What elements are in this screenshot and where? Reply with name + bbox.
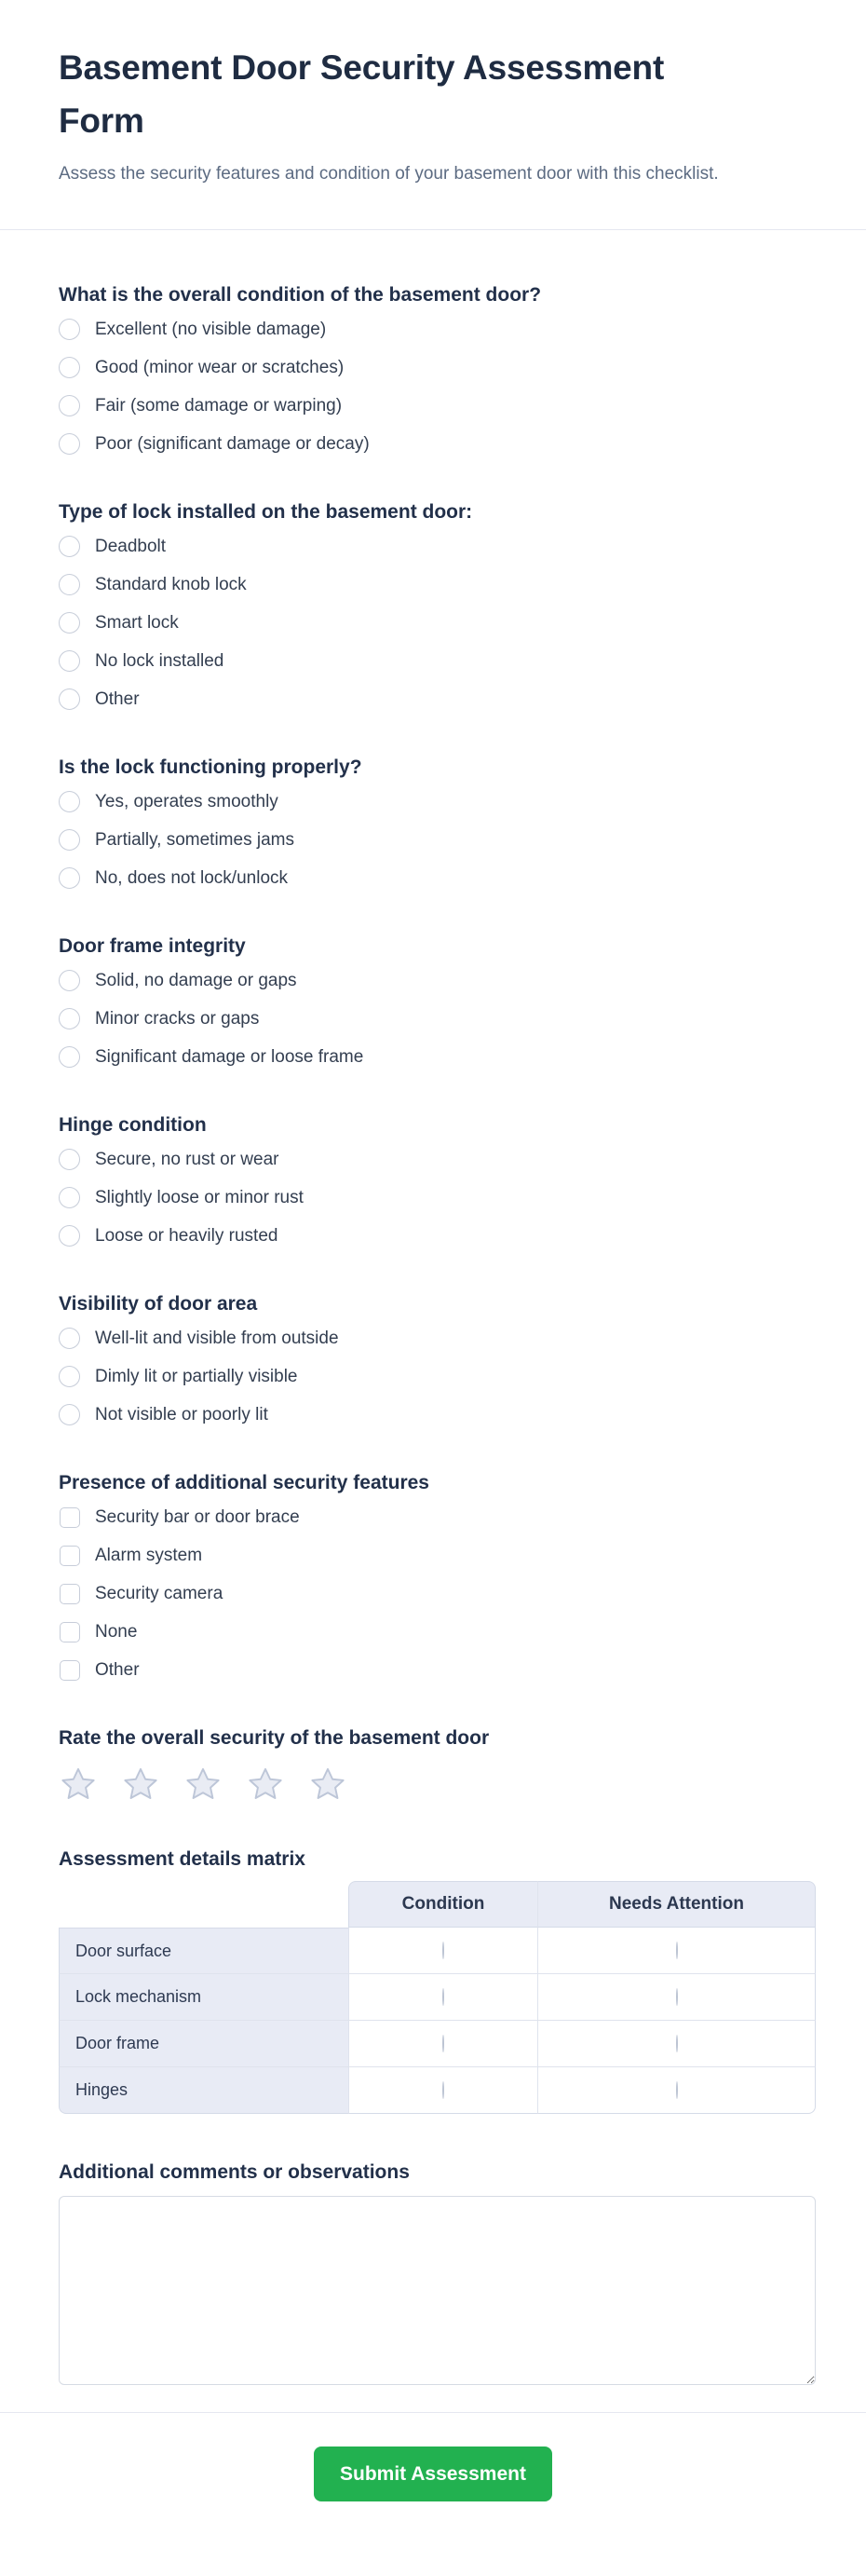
option-label: Standard knob lock [95,574,247,594]
matrix-radio-button[interactable] [442,1942,444,1959]
matrix-row-label: Door surface [59,1928,348,1974]
radio-button-icon[interactable] [59,1328,80,1349]
radio-option[interactable] [59,604,816,642]
option-label: Alarm system [95,1545,203,1565]
radio-button-icon[interactable] [59,395,80,416]
option-label: Significant damage or loose frame [95,1046,364,1067]
form-description: Assess the security features and condition of your basement door with this checklist. [59,164,719,184]
form-footer [0,2413,866,2546]
radio-button-icon[interactable] [59,357,80,378]
option-label: Not visible or poorly lit [95,1404,268,1424]
radio-option[interactable] [59,1140,816,1179]
radio-option[interactable] [59,1319,816,1357]
radio-option[interactable] [59,1357,816,1396]
radio-option[interactable] [59,527,816,566]
option-label: Secure, no rust or wear [95,1149,279,1169]
radio-button-icon[interactable] [59,1046,80,1068]
radio-option[interactable] [59,1396,816,1434]
question-label: Presence of additional security features [59,1472,429,1493]
radio-button-icon[interactable] [59,688,80,710]
radio-option[interactable] [59,821,816,859]
radio-button-icon[interactable] [59,791,80,812]
matrix-row-label: Door frame [59,2021,348,2067]
matrix-radio-button[interactable] [676,1942,678,1959]
question-additional-security-features [59,1470,816,1689]
matrix-row-label: Hinges [59,2067,348,2114]
radio-button-icon[interactable] [59,433,80,455]
radio-option[interactable] [59,680,816,718]
question-hinge-condition [59,1112,816,1255]
question-lock-type [59,499,816,718]
radio-button-icon[interactable] [59,829,80,851]
radio-button-icon[interactable] [59,970,80,991]
option-label: Slightly loose or minor rust [95,1187,304,1207]
question-label: Assessment details matrix [59,1848,305,1870]
question-overall-condition [59,282,816,463]
checkbox-option[interactable] [59,1536,816,1574]
form-title: Basement Door Security Assessment Form [59,48,665,140]
matrix-row-label: Lock mechanism [59,1974,348,2021]
star-icon[interactable] [183,1765,223,1805]
radio-option[interactable] [59,783,816,821]
radio-option[interactable] [59,566,816,604]
matrix-radio-button[interactable] [676,1988,678,2006]
option-label: Security bar or door brace [95,1506,300,1527]
question-visibility [59,1291,816,1434]
star-icon[interactable] [246,1765,285,1805]
radio-option[interactable] [59,642,816,680]
option-label: Good (minor wear or scratches) [95,357,345,377]
matrix-column-header: Condition [348,1881,538,1928]
question-label: What is the overall condition of the basement door? [59,284,542,306]
question-label: Is the lock functioning properly? [59,756,362,778]
option-label: Other [95,688,140,709]
question-security-rating [59,1725,816,1805]
checkbox-icon[interactable] [60,1546,80,1566]
question-additional-comments [59,2160,816,2385]
comments-textarea[interactable] [59,2196,816,2385]
radio-button-icon[interactable] [59,1008,80,1029]
matrix-radio-button[interactable] [442,2081,444,2099]
option-label: Deadbolt [95,536,167,556]
checkbox-option[interactable] [59,1574,816,1613]
radio-button-icon[interactable] [59,612,80,634]
radio-button-icon[interactable] [59,1149,80,1170]
star-icon[interactable] [121,1765,160,1805]
checkbox-option[interactable] [59,1613,816,1651]
matrix-column-header: Needs Attention [538,1881,816,1928]
checkbox-icon[interactable] [60,1507,80,1528]
radio-option[interactable] [59,310,816,348]
radio-option[interactable] [59,1179,816,1217]
radio-option[interactable] [59,425,816,463]
radio-button-icon[interactable] [59,1187,80,1208]
radio-button-icon[interactable] [59,1225,80,1247]
question-label: Rate the overall security of the basement door [59,1727,490,1749]
question-label: Visibility of door area [59,1293,258,1315]
question-label: Additional comments or observations [59,2161,410,2183]
radio-option[interactable] [59,1000,816,1038]
option-label: Minor cracks or gaps [95,1008,260,1029]
form-header [0,0,866,230]
question-assessment-matrix [59,1847,816,2114]
matrix-radio-button[interactable] [442,1988,444,2006]
radio-button-icon[interactable] [59,536,80,557]
radio-option[interactable] [59,348,816,387]
checkbox-icon[interactable] [60,1622,80,1642]
option-label: Dimly lit or partially visible [95,1366,298,1386]
question-door-frame-integrity [59,934,816,1076]
matrix-radio-button[interactable] [676,2081,678,2099]
checkbox-option[interactable] [59,1498,816,1536]
radio-option[interactable] [59,1038,816,1076]
option-label: No lock installed [95,650,224,671]
option-label: No, does not lock/unlock [95,867,289,888]
star-icon[interactable] [308,1765,347,1805]
radio-option[interactable] [59,1217,816,1255]
radio-button-icon[interactable] [59,1366,80,1387]
question-label: Hinge condition [59,1114,207,1136]
option-label: Solid, no damage or gaps [95,970,297,990]
radio-button-icon[interactable] [59,867,80,889]
option-label: Other [95,1659,140,1680]
option-label: Well-lit and visible from outside [95,1328,339,1348]
question-label: Type of lock installed on the basement door: [59,501,473,523]
option-label: Partially, sometimes jams [95,829,294,850]
radio-button-icon[interactable] [59,319,80,340]
option-label: Poor (significant damage or decay) [95,433,370,454]
option-label: None [95,1621,138,1642]
radio-button-icon[interactable] [59,1404,80,1425]
question-label: Door frame integrity [59,935,246,957]
star-icon[interactable] [59,1765,98,1805]
radio-option[interactable] [59,961,816,1000]
option-label: Excellent (no visible damage) [95,319,327,339]
form-body [0,230,866,2385]
checkbox-icon[interactable] [60,1584,80,1604]
checkbox-icon[interactable] [60,1660,80,1681]
radio-option[interactable] [59,387,816,425]
option-label: Loose or heavily rusted [95,1225,278,1246]
matrix-corner-blank [59,1881,348,1928]
matrix-radio-button[interactable] [442,2035,444,2052]
matrix-table [59,1881,816,2114]
radio-button-icon[interactable] [59,650,80,672]
radio-button-icon[interactable] [59,574,80,595]
submit-button[interactable]: Submit Assessment [314,2447,552,2501]
option-label: Security camera [95,1583,223,1603]
checkbox-option[interactable] [59,1651,816,1689]
matrix-radio-button[interactable] [676,2035,678,2052]
option-label: Yes, operates smoothly [95,791,278,811]
star-rating [59,1753,816,1805]
question-lock-functioning [59,755,816,897]
option-label: Fair (some damage or warping) [95,395,343,416]
option-label: Smart lock [95,612,179,633]
radio-option[interactable] [59,859,816,897]
